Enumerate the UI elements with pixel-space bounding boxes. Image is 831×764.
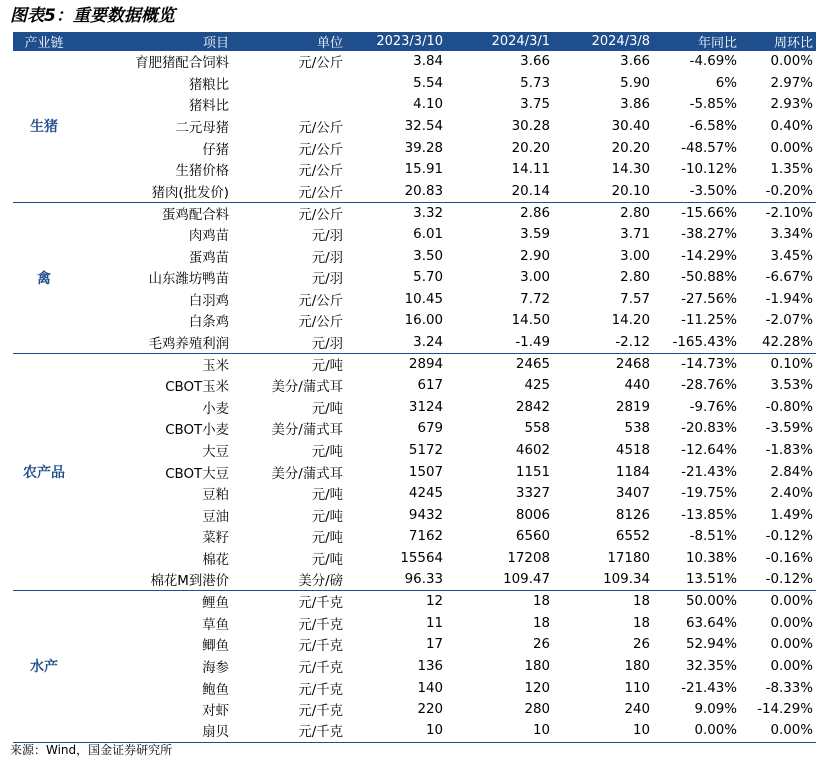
value-2024-3-8: 20.10 — [553, 181, 653, 203]
table-row — [13, 677, 816, 699]
value-2023-3-10: 9432 — [408, 507, 443, 523]
unit: 美分/蒲式耳 — [271, 466, 343, 482]
value-2024-3-8: 2.80 — [620, 205, 650, 221]
wow-change: -1.94% — [765, 291, 813, 307]
data-overview-table — [13, 32, 816, 743]
wow-change: -6.67% — [765, 270, 813, 286]
value-2024-3-1: 2.90 — [520, 248, 550, 264]
yoy-change: -14.73% — [681, 356, 737, 372]
value-2024-3-8: 8126 — [615, 507, 650, 523]
value-2023-3-10: 5.54 — [413, 75, 443, 91]
value-2024-3-8: 3.71 — [620, 227, 650, 243]
table-row — [13, 332, 816, 354]
wow-change: 0.00% — [770, 637, 813, 653]
wow-change: -0.80% — [765, 399, 813, 415]
table-row — [13, 375, 816, 397]
unit: 元/羽 — [311, 272, 343, 288]
yoy-change: -4.69% — [689, 54, 737, 70]
value-2023-3-10: 39.28 — [404, 140, 443, 156]
value-2024-3-8: 18 — [632, 594, 650, 610]
item-name: 鲫鱼 — [202, 639, 229, 655]
wow-change: 2.40% — [770, 486, 813, 502]
value-2024-3-1: 2465 — [515, 356, 550, 372]
value-2024-3-1: 8006 — [515, 507, 550, 523]
value-2023-3-10: 140 — [417, 680, 443, 696]
unit: 元/吨 — [311, 401, 343, 417]
yoy-change: -5.85% — [689, 97, 737, 113]
yoy-change: 6% — [715, 75, 737, 91]
header-date-2024-3-8: 2024/3/8 — [591, 34, 650, 49]
wow-change: -2.07% — [765, 313, 813, 329]
item-name: 对虾 — [202, 704, 229, 720]
wow-change: 0.40% — [770, 119, 813, 135]
yoy-change: -14.29% — [681, 248, 737, 264]
item-name: CBOT大豆 — [165, 466, 229, 482]
yoy-change: 32.35% — [685, 658, 737, 674]
wow-change: 2.84% — [770, 464, 813, 480]
table-row — [13, 591, 816, 613]
unit: 元/吨 — [311, 552, 343, 568]
header-date-2023-3-10: 2023/3/10 — [376, 34, 443, 49]
unit: 元/公斤 — [298, 142, 343, 158]
yoy-change: -15.66% — [681, 205, 737, 221]
value-2023-3-10: 6.01 — [413, 227, 443, 243]
table-row — [13, 94, 816, 116]
value-2024-3-1: 20.14 — [446, 181, 553, 203]
segment-label: 禽 — [13, 202, 75, 353]
value-2024-3-8: 538 — [624, 421, 650, 437]
value-2023-3-10: 136 — [417, 658, 443, 674]
item-name: 鲍鱼 — [202, 682, 229, 698]
value-2023-3-10: 12 — [425, 594, 443, 610]
wow-change: -1.83% — [765, 442, 813, 458]
table-row — [13, 699, 816, 721]
value-2023-3-10: 5.70 — [413, 270, 443, 286]
table-row — [13, 504, 816, 526]
value-2024-3-8: 10 — [553, 720, 653, 742]
table-row — [13, 267, 816, 289]
value-2024-3-8: 3.66 — [620, 54, 650, 70]
item-name: 海参 — [202, 660, 229, 676]
table-row — [13, 569, 816, 591]
yoy-change: 52.94% — [685, 637, 737, 653]
value-2024-3-1: 17208 — [507, 550, 550, 566]
table-row — [13, 202, 816, 224]
value-2023-3-10: 3.32 — [413, 205, 443, 221]
wow-change: 42.28% — [740, 332, 816, 354]
item-name: 菜籽 — [202, 531, 229, 547]
unit: 元/公斤 — [298, 293, 343, 309]
table-row — [13, 397, 816, 419]
item-name: CBOT小麦 — [165, 423, 229, 439]
table-row — [13, 51, 816, 73]
unit: 元/千克 — [232, 720, 346, 742]
item-name: 猪粮比 — [188, 77, 229, 93]
value-2024-3-1: 3.66 — [520, 54, 550, 70]
value-2024-3-1: 18 — [532, 594, 550, 610]
value-2023-3-10: 3.24 — [346, 332, 446, 354]
unit: 美分/蒲式耳 — [271, 380, 343, 396]
table-row — [13, 353, 816, 375]
value-2024-3-1: 14.50 — [511, 313, 550, 329]
value-2024-3-8: 14.30 — [611, 162, 650, 178]
item-name: 二元母猪 — [175, 121, 229, 137]
unit: 元/吨 — [311, 509, 343, 525]
value-2023-3-10: 15.91 — [404, 162, 443, 178]
item-name: 毛鸡养殖利润 — [75, 332, 232, 354]
item-name: 鲤鱼 — [202, 596, 229, 612]
yoy-change: 13.51% — [653, 569, 740, 591]
wow-change: -0.20% — [740, 181, 816, 203]
unit: 元/羽 — [311, 229, 343, 245]
yoy-change: 50.00% — [685, 594, 737, 610]
wow-change: -3.59% — [765, 421, 813, 437]
value-2023-3-10: 2894 — [408, 356, 443, 372]
table-row — [13, 159, 816, 181]
wow-change: -8.33% — [765, 680, 813, 696]
yoy-change: -9.76% — [689, 399, 737, 415]
table-row — [13, 181, 816, 203]
value-2023-3-10: 220 — [417, 702, 443, 718]
value-2024-3-8: 18 — [632, 615, 650, 631]
yoy-change: 63.64% — [685, 615, 737, 631]
value-2024-3-1: 120 — [524, 680, 550, 696]
wow-change: 2.93% — [770, 97, 813, 113]
table-row — [13, 656, 816, 678]
item-name: 豆粕 — [202, 488, 229, 504]
segment-label: 生猪 — [13, 51, 75, 202]
yoy-change: -8.51% — [689, 529, 737, 545]
unit: 元/吨 — [311, 358, 343, 374]
unit — [232, 73, 346, 95]
value-2024-3-1: 109.47 — [446, 569, 553, 591]
source-note: 来源：Wind，国金证券研究所 — [10, 743, 173, 757]
item-name: 蛋鸡配合料 — [162, 207, 229, 223]
value-2023-3-10: 3.84 — [413, 54, 443, 70]
item-name: 仔猪 — [202, 142, 229, 158]
value-2024-3-8: 6552 — [615, 529, 650, 545]
value-2024-3-1: 20.20 — [511, 140, 550, 156]
wow-change: 0.00% — [770, 658, 813, 674]
header-item: 项目 — [202, 36, 229, 51]
table-row — [13, 720, 816, 742]
wow-change: 0.00% — [770, 54, 813, 70]
value-2024-3-1: 30.28 — [511, 119, 550, 135]
wow-change: 0.00% — [770, 594, 813, 610]
value-2024-3-8: 110 — [624, 680, 650, 696]
table-row — [13, 483, 816, 505]
wow-change: 3.34% — [770, 227, 813, 243]
value-2024-3-8: 240 — [624, 702, 650, 718]
unit: 美分/蒲式耳 — [271, 423, 343, 439]
value-2024-3-8: -2.12 — [553, 332, 653, 354]
yoy-change: -50.88% — [681, 270, 737, 286]
wow-change: 1.49% — [770, 507, 813, 523]
value-2023-3-10: 3.50 — [413, 248, 443, 264]
wow-change: 0.00% — [740, 720, 816, 742]
unit: 元/吨 — [311, 444, 343, 460]
value-2024-3-1: 3.59 — [520, 227, 550, 243]
table-row — [13, 548, 816, 570]
value-2024-3-1: 3327 — [515, 486, 550, 502]
value-2024-3-1: 26 — [532, 637, 550, 653]
item-name: 草鱼 — [202, 617, 229, 633]
table-row — [13, 116, 816, 138]
item-name: 猪料比 — [188, 99, 229, 115]
wow-change: 3.45% — [770, 248, 813, 264]
item-name: 山东潍坊鸭苗 — [148, 272, 229, 288]
unit: 元/吨 — [311, 531, 343, 547]
value-2023-3-10: 17 — [425, 637, 443, 653]
table-row — [13, 310, 816, 332]
unit: 元/千克 — [298, 682, 343, 698]
item-name: 白条鸡 — [188, 315, 229, 331]
value-2024-3-1: -1.49 — [446, 332, 553, 354]
table-row — [13, 612, 816, 634]
value-2024-3-1: 1151 — [515, 464, 550, 480]
item-name: 棉花M到港价 — [75, 569, 232, 591]
value-2023-3-10: 20.83 — [346, 181, 446, 203]
value-2024-3-1: 18 — [532, 615, 550, 631]
value-2023-3-10: 4245 — [408, 486, 443, 502]
value-2023-3-10: 7162 — [408, 529, 443, 545]
table-row — [13, 289, 816, 311]
yoy-change: -20.83% — [681, 421, 737, 437]
wow-change: 0.10% — [770, 356, 813, 372]
value-2024-3-8: 5.90 — [620, 75, 650, 91]
value-2024-3-8: 3407 — [615, 486, 650, 502]
value-2024-3-8: 440 — [624, 378, 650, 394]
table-row — [13, 526, 816, 548]
table-row — [13, 73, 816, 95]
yoy-change: -19.75% — [681, 486, 737, 502]
yoy-change: -6.58% — [689, 119, 737, 135]
yoy-change: -12.64% — [681, 442, 737, 458]
value-2024-3-1: 3.75 — [520, 97, 550, 113]
value-2024-3-1: 558 — [524, 421, 550, 437]
header-wow: 周环比 — [773, 36, 813, 51]
wow-change: -2.10% — [765, 205, 813, 221]
table-row — [13, 634, 816, 656]
unit: 元/千克 — [298, 596, 343, 612]
unit: 元/千克 — [298, 704, 343, 720]
yoy-change: 10.38% — [685, 550, 737, 566]
value-2023-3-10: 16.00 — [404, 313, 443, 329]
header-date-2024-3-1: 2024/3/1 — [491, 34, 550, 49]
yoy-change: 0.00% — [653, 720, 740, 742]
value-2024-3-8: 14.20 — [611, 313, 650, 329]
table-row — [13, 418, 816, 440]
wow-change: 0.00% — [770, 615, 813, 631]
value-2024-3-8: 3.00 — [620, 248, 650, 264]
value-2024-3-8: 4518 — [615, 442, 650, 458]
unit: 元/吨 — [311, 488, 343, 504]
value-2024-3-1: 180 — [524, 658, 550, 674]
item-name: 白羽鸡 — [188, 293, 229, 309]
value-2023-3-10: 11 — [425, 615, 443, 631]
value-2024-3-8: 17180 — [607, 550, 650, 566]
value-2024-3-8: 109.34 — [553, 569, 653, 591]
unit: 元/公斤 — [232, 181, 346, 203]
value-2023-3-10: 5172 — [408, 442, 443, 458]
value-2024-3-1: 425 — [524, 378, 550, 394]
wow-change: 2.97% — [770, 75, 813, 91]
value-2024-3-1: 10 — [446, 720, 553, 742]
value-2023-3-10: 10.45 — [404, 291, 443, 307]
yoy-change: -38.27% — [681, 227, 737, 243]
wow-change: -14.29% — [757, 702, 813, 718]
wow-change: 3.53% — [770, 378, 813, 394]
unit: 元/公斤 — [298, 164, 343, 180]
value-2023-3-10: 32.54 — [404, 119, 443, 135]
yoy-change: -21.43% — [681, 464, 737, 480]
table-row — [13, 245, 816, 267]
value-2023-3-10: 15564 — [400, 550, 443, 566]
value-2023-3-10: 3124 — [408, 399, 443, 415]
unit: 元/公斤 — [298, 207, 343, 223]
value-2024-3-8: 3.86 — [620, 97, 650, 113]
segment-label: 农产品 — [13, 353, 75, 591]
unit: 元/千克 — [298, 617, 343, 633]
value-2024-3-1: 3.00 — [520, 270, 550, 286]
item-name: 玉米 — [202, 358, 229, 374]
item-name: 扇贝 — [75, 720, 232, 742]
item-name: 棉花 — [202, 552, 229, 568]
value-2024-3-1: 6560 — [515, 529, 550, 545]
yoy-change: -10.12% — [681, 162, 737, 178]
item-name: 小麦 — [202, 401, 229, 417]
yoy-change: -11.25% — [681, 313, 737, 329]
unit: 元/公斤 — [298, 315, 343, 331]
unit: 元/公斤 — [298, 121, 343, 137]
value-2024-3-8: 2819 — [615, 399, 650, 415]
unit: 元/千克 — [298, 660, 343, 676]
item-name: 蛋鸡苗 — [188, 250, 229, 266]
item-name: 肉鸡苗 — [188, 229, 229, 245]
unit: 元/羽 — [232, 332, 346, 354]
wow-change: 0.00% — [770, 140, 813, 156]
item-name: CBOT玉米 — [165, 380, 229, 396]
value-2024-3-8: 1184 — [615, 464, 650, 480]
wow-change: -0.16% — [765, 550, 813, 566]
yoy-change: -3.50% — [653, 181, 740, 203]
yoy-change: -165.43% — [653, 332, 740, 354]
table-row — [13, 224, 816, 246]
value-2023-3-10: 10 — [346, 720, 446, 742]
wow-change: -0.12% — [740, 569, 816, 591]
unit: 元/公斤 — [298, 56, 343, 72]
item-name: 生猪价格 — [175, 164, 229, 180]
yoy-change: -28.76% — [681, 378, 737, 394]
figure-title: 图表5：重要数据概览 — [10, 6, 175, 26]
value-2024-3-1: 14.11 — [511, 162, 550, 178]
item-name: 豆油 — [202, 509, 229, 525]
value-2024-3-8: 7.57 — [620, 291, 650, 307]
yoy-change: -13.85% — [681, 507, 737, 523]
table-row — [13, 461, 816, 483]
unit — [232, 94, 346, 116]
table-body — [13, 51, 816, 742]
value-2024-3-8: 30.40 — [611, 119, 650, 135]
value-2024-3-1: 2842 — [515, 399, 550, 415]
unit: 元/羽 — [311, 250, 343, 266]
item-name: 育肥猪配合饲料 — [135, 56, 229, 72]
yoy-change: -27.56% — [681, 291, 737, 307]
yoy-change: -21.43% — [681, 680, 737, 696]
unit: 元/千克 — [298, 639, 343, 655]
value-2023-3-10: 1507 — [408, 464, 443, 480]
value-2024-3-8: 180 — [624, 658, 650, 674]
table-row — [13, 137, 816, 159]
value-2024-3-1: 7.72 — [520, 291, 550, 307]
value-2024-3-1: 5.73 — [520, 75, 550, 91]
yoy-change: -48.57% — [681, 140, 737, 156]
table-row — [13, 440, 816, 462]
value-2024-3-8: 2468 — [615, 356, 650, 372]
value-2023-3-10: 96.33 — [346, 569, 446, 591]
value-2023-3-10: 617 — [417, 378, 443, 394]
value-2024-3-8: 26 — [632, 637, 650, 653]
value-2024-3-8: 2.80 — [620, 270, 650, 286]
item-name: 大豆 — [202, 444, 229, 460]
wow-change: 1.35% — [770, 162, 813, 178]
value-2023-3-10: 679 — [417, 421, 443, 437]
segment-label: 水产 — [13, 591, 75, 742]
value-2023-3-10: 4.10 — [413, 97, 443, 113]
header-yoy: 年同比 — [697, 36, 737, 51]
header-chain: 产业链 — [24, 36, 64, 51]
value-2024-3-1: 2.86 — [520, 205, 550, 221]
value-2024-3-1: 280 — [524, 702, 550, 718]
item-name: 猪肉(批发价) — [75, 181, 232, 203]
header-row — [13, 32, 816, 51]
value-2024-3-8: 20.20 — [611, 140, 650, 156]
wow-change: -0.12% — [765, 529, 813, 545]
yoy-change: 9.09% — [694, 702, 737, 718]
value-2024-3-1: 4602 — [515, 442, 550, 458]
unit: 美分/磅 — [232, 569, 346, 591]
header-unit: 单位 — [316, 36, 343, 51]
